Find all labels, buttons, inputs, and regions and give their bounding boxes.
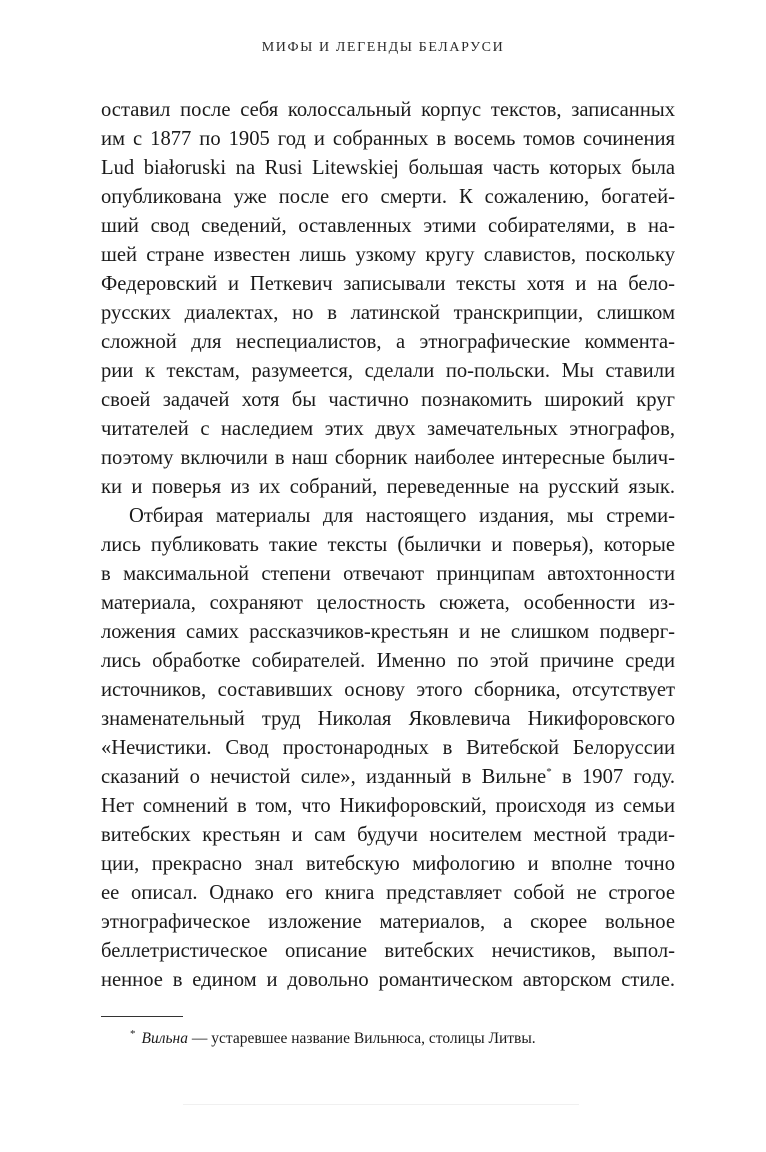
text-line: ки и поверья из их собраний, переведенные на русский язык. bbox=[101, 476, 675, 498]
text-line: Отбирая материалы для настоящего издания, мы стреми- bbox=[129, 505, 675, 527]
text-line: сложной для неспециалистов, а этнографические коммента- bbox=[101, 331, 675, 353]
text-line: ший свод сведений, оставленных этими собирателями, в на- bbox=[101, 215, 675, 237]
text-segment: сказаний о нечистой силе», изданный в Вильне bbox=[101, 766, 547, 788]
text-line: ции, прекрасно знал витебскую мифологию и вполне точно bbox=[101, 853, 675, 875]
text-line: материала, сохраняют целостность сюжета, особенности из- bbox=[101, 592, 675, 614]
footnote bbox=[130, 1028, 536, 1050]
text-line: витебских крестьян и сам будучи носителем местной тради- bbox=[101, 824, 675, 846]
text-line: шей стране известен лишь узкому кругу славистов, поскольку bbox=[101, 244, 675, 266]
text-line-with-footnote-ref bbox=[101, 763, 675, 792]
text-line: русских диалектах, но в латинской транскрипции, слишком bbox=[101, 302, 675, 324]
text-line: опубликована уже после его смерти. К сожалению, богатей- bbox=[101, 186, 675, 208]
text-line: рии к текстам, разумеется, сделали по-польски. Мы ставили bbox=[101, 360, 675, 382]
text-line: своей задачей хотя бы частично познакомить широкий круг bbox=[101, 389, 675, 411]
text-line: поэтому включили в наш сборник наиболее интересные былич- bbox=[101, 447, 675, 469]
text-line: беллетристическое описание витебских нечистиков, выпол- bbox=[101, 940, 675, 962]
text-line: им с 1877 по 1905 год и собранных в восемь томов сочинения bbox=[101, 128, 675, 150]
text-line: источников, составивших основу этого сборника, отсутствует bbox=[101, 679, 675, 701]
body-text bbox=[101, 96, 675, 995]
text-line: оставил после себя колоссальный корпус текстов, записанных bbox=[101, 99, 675, 121]
text-line: Нет сомнений в том, что Никифоровский, происходя из семьи bbox=[101, 795, 675, 817]
text-line: читателей с наследием этих двух замечательных этнографов, bbox=[101, 418, 675, 440]
running-head: МИФЫ И ЛЕГЕНДЫ БЕЛАРУСИ bbox=[261, 40, 505, 55]
text-line: Lud białoruski na Rusi Litewskiej большая часть которых была bbox=[101, 157, 675, 179]
footnote-term: Вильна bbox=[141, 1030, 188, 1047]
footnote-text: — устаревшее название Вильнюса, столицы Литвы. bbox=[187, 1030, 536, 1047]
footnote-reference[interactable]: * bbox=[546, 766, 552, 779]
text-line: ее описал. Однако его книга представляет собой не строгое bbox=[101, 882, 675, 904]
text-line: этнографическое изложение материалов, а скорее вольное bbox=[101, 911, 675, 933]
text-segment: в 1907 году. bbox=[551, 766, 675, 788]
text-line: в максимальной степени отвечают принципам автохтонности bbox=[101, 563, 675, 585]
text-line: знаменательный труд Николая Яковлевича Никифоровского bbox=[101, 708, 675, 730]
page-bottom-divider bbox=[183, 1104, 579, 1105]
text-line: лись обработке собирателей. Именно по этой причине среди bbox=[101, 650, 675, 672]
text-line: «Нечистики. Свод простонародных в Витебской Белоруссии bbox=[101, 737, 675, 759]
text-line: ненное в едином и довольно романтическом авторском стиле. bbox=[101, 969, 675, 991]
footnote-marker: * bbox=[130, 1027, 136, 1040]
text-line: Федеровский и Петкевич записывали тексты хотя и на бело- bbox=[101, 273, 675, 295]
text-line: лись публиковать такие тексты (былички и поверья), которые bbox=[101, 534, 675, 556]
footnote-divider bbox=[101, 1016, 183, 1017]
text-line: ложения самих рассказчиков-крестьян и не слишком подверг- bbox=[101, 621, 675, 643]
